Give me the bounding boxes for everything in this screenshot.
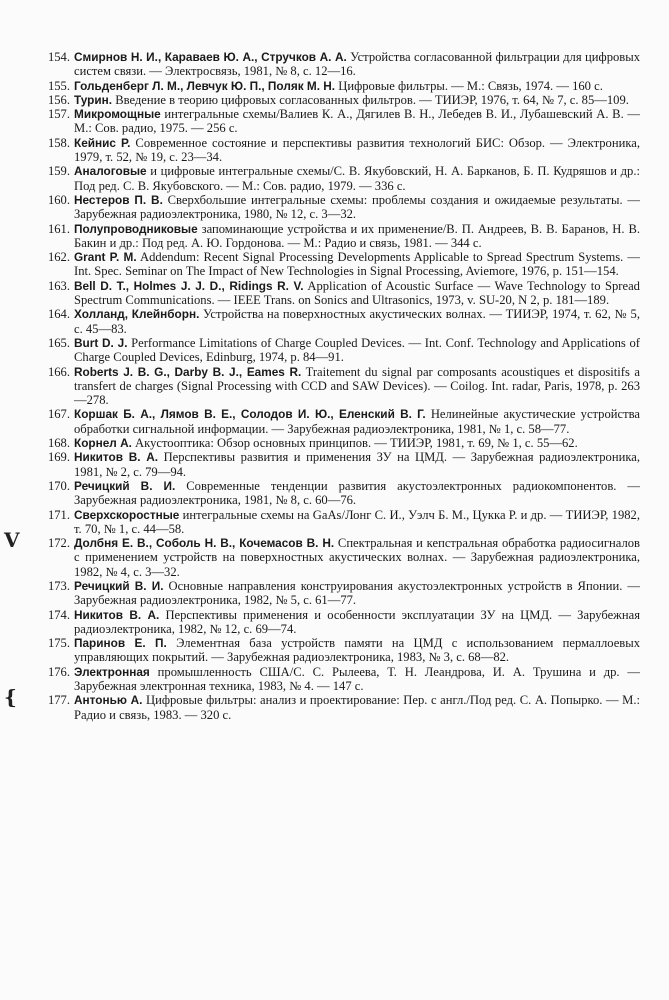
reference-authors: Микромощные <box>74 107 161 122</box>
reference-entry <box>30 50 640 79</box>
reference-authors: Сверхскоростные <box>74 507 180 522</box>
reference-entry <box>30 636 640 665</box>
reference-details: Цифровые фильтры. — М.: Связь, 1974. — 160 с. <box>338 78 603 93</box>
reference-number: 172. <box>47 536 70 551</box>
reference-entry <box>30 307 640 336</box>
reference-details: Современное состояние и перспективы развития технологий БИС: Обзор. — Электроника, 1979, т. 52, № 19, с. 23—34. <box>74 135 640 165</box>
reference-authors: Турин. <box>74 92 113 107</box>
reference-details: Addendum: Recent Signal Processing Developments Applicable to Spread Spectrum Systems. — Int. Spec. Seminar on The Impact of New Technologies in Signal Processing, Aviemore, 1976, p. 151—154. <box>74 250 640 279</box>
reference-entry <box>30 93 640 107</box>
reference-details: и цифровые интегральные схемы/С. В. Якубовский, Н. А. Барканов, Б. П. Кудряшов и др.: Под ред. С. В. Якубовского. — М.: Сов. радио, 1979. — 336 с. <box>74 164 640 193</box>
reference-details: Traitement du signal par composants acoustiques et dispositifs a transfert de charges (Signal Processing with CCD and SAW Devices). — Coilog. Int. radar, Paris, 1978, p. 263—278. <box>74 364 640 408</box>
reference-details: Основные направления конструирования акустоэлектронных устройств в Японии. — Зарубежная радиоэлектроника, 1982, № 5, с. 61—77. <box>74 578 640 608</box>
reference-entry <box>30 665 640 694</box>
reference-details: Нелинейные акустические устройства обработки сигнальной информации. — Зарубежная радиоэлектроника, 1981, № 1, с. 58—77. <box>74 407 640 436</box>
reference-entry <box>30 336 640 365</box>
reference-details: запоминающие устройства и их применение/В. П. Андреев, В. В. Баранов, Н. В. Бакин и др.: Под ред. А. Ю. Гордонова. — М.: Радио и связь, 1981. — 344 с. <box>74 221 640 250</box>
reference-details: Application of Acoustic Surface — Wave Technology to Spread Spectrum Communications. — IEEE Trans. on Sonics and Ultrasonics, 1973, v. SU-20, N 2, p. 181—189. <box>74 278 640 308</box>
reference-entry <box>4 685 641 722</box>
reference-details: Сверхбольшие интегральные схемы: проблемы создания и ожидаемые результаты. — Зарубежная радиоэлектроника, 1980, № 12, с. 3—32. <box>74 192 640 222</box>
reference-details: Перспективы развития и применения ЗУ на ЦМД. — Зарубежная радиоэлектроника, 1981, № 2, с. 79—94. <box>74 450 640 479</box>
reference-entry <box>30 250 640 279</box>
reference-entry <box>30 608 640 637</box>
reference-entry <box>30 479 640 508</box>
reference-number: 176. <box>47 664 70 679</box>
reference-details: Спектральная и кепстральная обработка радиосигналов с применением устройств на поверхностных акустических волнах. — Зарубежная радиоэлектроника, 1982, № 4, с. 3—32. <box>74 536 640 579</box>
reference-details: Акустооптика: Обзор основных принципов. — ТИИЭР, 1981, т. 69, № 1, с. 55—62. <box>135 436 578 451</box>
reference-details: промышленность США/С. С. Рылеева, Т. Н. Леандрова, И. А. Трушина и др. — Зарубежная электронная техника, 1983, № 4. — 147 с. <box>74 664 641 694</box>
reference-details: Введение в теорию цифровых согласованных фильтров. — ТИИЭР, 1976, т. 64, № 7, с. 85—109. <box>115 92 629 107</box>
reference-authors: Никитов В. А. <box>74 450 158 465</box>
reference-number: 163. <box>47 278 70 293</box>
reference-number: 166. <box>47 364 70 379</box>
reference-list <box>4 50 641 722</box>
reference-authors: Антонью А. <box>74 693 143 708</box>
reference-entry <box>30 579 640 608</box>
reference-authors: Grant P. M. <box>74 250 137 265</box>
reference-authors: Электронная <box>74 664 150 679</box>
reference-number: 164. <box>47 307 70 322</box>
reference-entry <box>30 136 640 165</box>
reference-authors: Смирнов Н. И., Караваев Ю. А., Стручков А. А. <box>74 50 347 64</box>
reference-number: 159. <box>47 164 70 179</box>
reference-authors: Коршак Б. А., Лямов В. Е., Солодов И. Ю., Еленский В. Г. <box>74 407 426 422</box>
reference-authors: Гольденберг Л. М., Левчук Ю. П., Поляк М. Н. <box>74 78 336 93</box>
reference-details: Перспективы применения и особенности эксплуатации ЗУ на ЦМД. — Зарубежная радиоэлектроника, 1982, № 12, с. 69—74. <box>74 607 640 636</box>
reference-authors: Кейнис Р. <box>74 135 131 150</box>
reference-details: Цифровые фильтры: анализ и проектирование: Пер. с англ./Под ред. С. А. Попырко. — М.: Радио и связь, 1983. — 320 с. <box>74 693 641 722</box>
reference-entry <box>30 436 640 450</box>
reference-number: 155. <box>47 78 70 93</box>
reference-authors: Паринов Е. П. <box>74 636 167 651</box>
reference-details: Устройства согласованной фильтрации для цифровых систем связи. — Электросвязь, 1981, № 8, с. 12—16. <box>74 50 640 79</box>
reference-number: 175. <box>47 636 70 651</box>
reference-authors: Аналоговые <box>74 164 147 179</box>
reference-entry <box>30 279 640 308</box>
reference-details: Performance Limitations of Charge Coupled Devices. — Int. Conf. Technology and Applications of Charge Coupled Devices, Edinburg, 1974, p. 84—91. <box>74 335 640 365</box>
reference-entry <box>30 508 640 537</box>
reference-number: 156. <box>47 92 70 107</box>
reference-details: Элементная база устройств памяти на ЦМД с использованием пермаллоевых управляющих покрытий. — Зарубежная радиоэлектроника, 1983, № 3, с. 68—82. <box>74 636 640 665</box>
reference-entry <box>4 528 640 579</box>
reference-number: 173. <box>47 578 70 593</box>
reference-number: 157. <box>47 107 70 122</box>
reference-number: 177. <box>47 693 70 708</box>
reference-authors: Bell D. T., Holmes J. J. D., Ridings R. V. <box>74 278 304 293</box>
reference-number: 158. <box>47 135 70 150</box>
handwritten-margin-mark: { <box>4 685 17 710</box>
reference-details: Устройства на поверхностных акустических волнах. — ТИИЭР, 1974, т. 62, № 5, с. 45—83. <box>74 307 641 336</box>
reference-number: 169. <box>47 450 70 465</box>
reference-number: 161. <box>47 221 70 236</box>
reference-authors: Burt D. J. <box>74 335 128 350</box>
handwritten-margin-mark: V <box>4 528 20 553</box>
reference-entry <box>30 222 640 251</box>
reference-authors: Roberts J. B. G., Darby B. J., Eames R. <box>74 364 302 379</box>
reference-authors: Холланд, Клейнборн. <box>74 307 200 322</box>
reference-number: 171. <box>47 507 70 522</box>
reference-number: 167. <box>47 407 70 422</box>
reference-number: 174. <box>47 607 70 622</box>
reference-authors: Нестеров П. В. <box>74 192 163 207</box>
reference-number: 154. <box>47 50 70 64</box>
reference-entry <box>30 407 640 436</box>
reference-entry <box>30 450 640 479</box>
reference-number: 160. <box>47 192 70 207</box>
reference-entry <box>30 164 640 193</box>
reference-number: 170. <box>47 478 70 493</box>
reference-entry <box>30 365 640 408</box>
reference-authors: Никитов В. А. <box>74 607 160 622</box>
reference-details: интегральные схемы/Валиев К. А., Дягилев В. Н., Лебедев В. И., Лубашевский А. В. — М.: Сов. радио, 1975. — 256 с. <box>74 107 640 136</box>
reference-entry <box>30 193 640 222</box>
reference-details: Современные тенденции развития акустоэлектронных радиокомпонентов. — Зарубежная радиоэлектроника, 1981, № 8, с. 60—76. <box>74 478 640 508</box>
reference-details: интегральные схемы на GaAs/Лонг С. И., Уэлч Б. М., Цукка Р. и др. — ТИИЭР, 1982, т. 70, № 1, с. 44—58. <box>74 507 641 536</box>
reference-authors: Корнел А. <box>74 436 132 451</box>
reference-number: 168. <box>47 436 70 451</box>
reference-authors: Речицкий В. И. <box>74 478 176 493</box>
reference-number: 162. <box>47 250 70 265</box>
reference-number: 165. <box>47 335 70 350</box>
reference-entry <box>30 107 640 136</box>
reference-authors: Полупроводниковые <box>74 221 198 236</box>
reference-authors: Речицкий В. И. <box>74 578 164 593</box>
reference-entry <box>30 79 640 93</box>
reference-authors: Долбня Е. В., Соболь Н. В., Кочемасов В. Н. <box>74 536 335 551</box>
